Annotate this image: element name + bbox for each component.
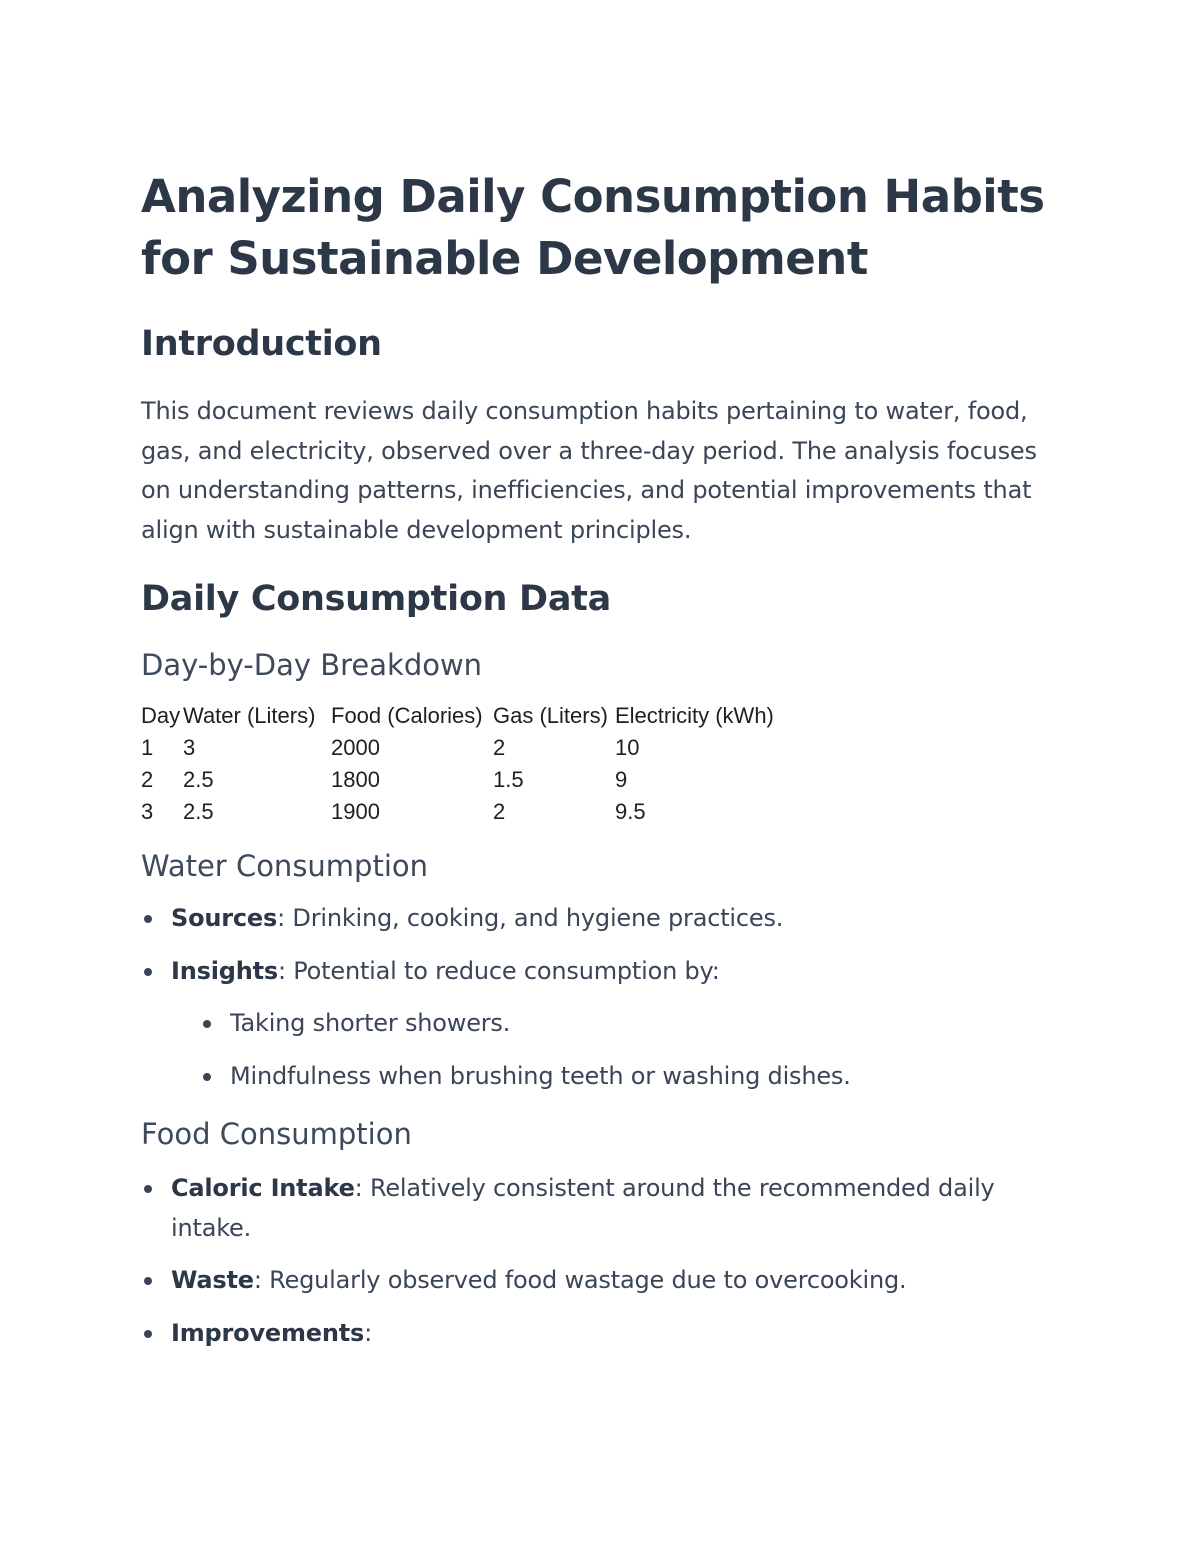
sub-list-item: Mindfulness when brushing teeth or washing dishes. xyxy=(200,1057,1071,1097)
table-cell: 1.5 xyxy=(493,767,524,792)
bullet-text: : Potential to reduce consumption by: xyxy=(277,956,720,985)
table-cell: 2.5 xyxy=(183,799,214,824)
table-cell: 1 xyxy=(141,735,154,760)
column-header: Electricity (kWh) xyxy=(615,703,774,728)
bullet-text: : Regularly observed food wastage due to overcooking. xyxy=(253,1266,907,1294)
food-bullet-list xyxy=(141,1169,1071,1353)
table-header-row xyxy=(141,700,815,732)
introduction-paragraph: This document reviews daily consumption habits pertaining to water, food, gas, and electricity, observed over a three-day period. The analysis focuses on understanding patterns, inefficiencies, and potential improvements that align with sustainable development principles. xyxy=(141,397,1037,544)
document-title: Analyzing Daily Consumption Habits for Sustainable Development xyxy=(141,170,1045,285)
food-consumption-heading: Food Consumption xyxy=(141,1117,412,1151)
table-row xyxy=(141,732,815,764)
day-by-day-heading: Day-by-Day Breakdown xyxy=(141,648,483,682)
table-cell: 9.5 xyxy=(615,799,646,824)
column-header: Water (Liters) xyxy=(183,703,316,728)
list-item xyxy=(141,899,1071,939)
bullet-text: : Drinking, cooking, and hygiene practices. xyxy=(277,904,784,932)
list-item xyxy=(141,952,1071,1097)
water-sub-list xyxy=(200,1004,1071,1096)
bullet-key: Sources xyxy=(171,904,278,932)
bullet-key: Insights xyxy=(171,956,278,985)
sub-list-item: Taking shorter showers. xyxy=(200,1004,1071,1044)
bullet-key: Caloric Intake xyxy=(171,1174,355,1202)
table-cell: 9 xyxy=(615,767,628,792)
consumption-table xyxy=(141,700,815,828)
table-row xyxy=(141,764,815,796)
column-header: Gas (Liters) xyxy=(493,703,608,728)
bullet-text: : Relatively consistent around the recommended daily intake. xyxy=(171,1174,995,1242)
table-cell: 2.5 xyxy=(183,767,214,792)
table-cell: 1800 xyxy=(331,767,380,792)
water-consumption-heading: Water Consumption xyxy=(141,849,429,883)
introduction-heading: Introduction xyxy=(141,324,382,364)
list-item xyxy=(141,1261,1071,1301)
table-row xyxy=(141,796,815,828)
bullet-key: Improvements xyxy=(171,1318,365,1347)
column-header: Food (Calories) xyxy=(331,703,483,728)
table-cell: 2 xyxy=(493,799,506,824)
column-header: Day xyxy=(141,703,181,728)
list-item xyxy=(141,1314,1071,1354)
daily-consumption-heading: Daily Consumption Data xyxy=(141,579,611,619)
water-bullet-list xyxy=(141,899,1071,1096)
table-cell: 2 xyxy=(493,735,506,760)
bullet-text: : xyxy=(364,1318,372,1347)
table-cell: 10 xyxy=(615,735,640,760)
table-cell: 3 xyxy=(183,735,196,760)
table-cell: 1900 xyxy=(331,799,380,824)
bullet-key: Waste xyxy=(171,1266,254,1294)
table-cell: 3 xyxy=(141,799,154,824)
document-page xyxy=(141,166,1071,1366)
table-cell: 2 xyxy=(141,767,154,792)
table-cell: 2000 xyxy=(331,735,380,760)
list-item xyxy=(141,1169,1071,1248)
